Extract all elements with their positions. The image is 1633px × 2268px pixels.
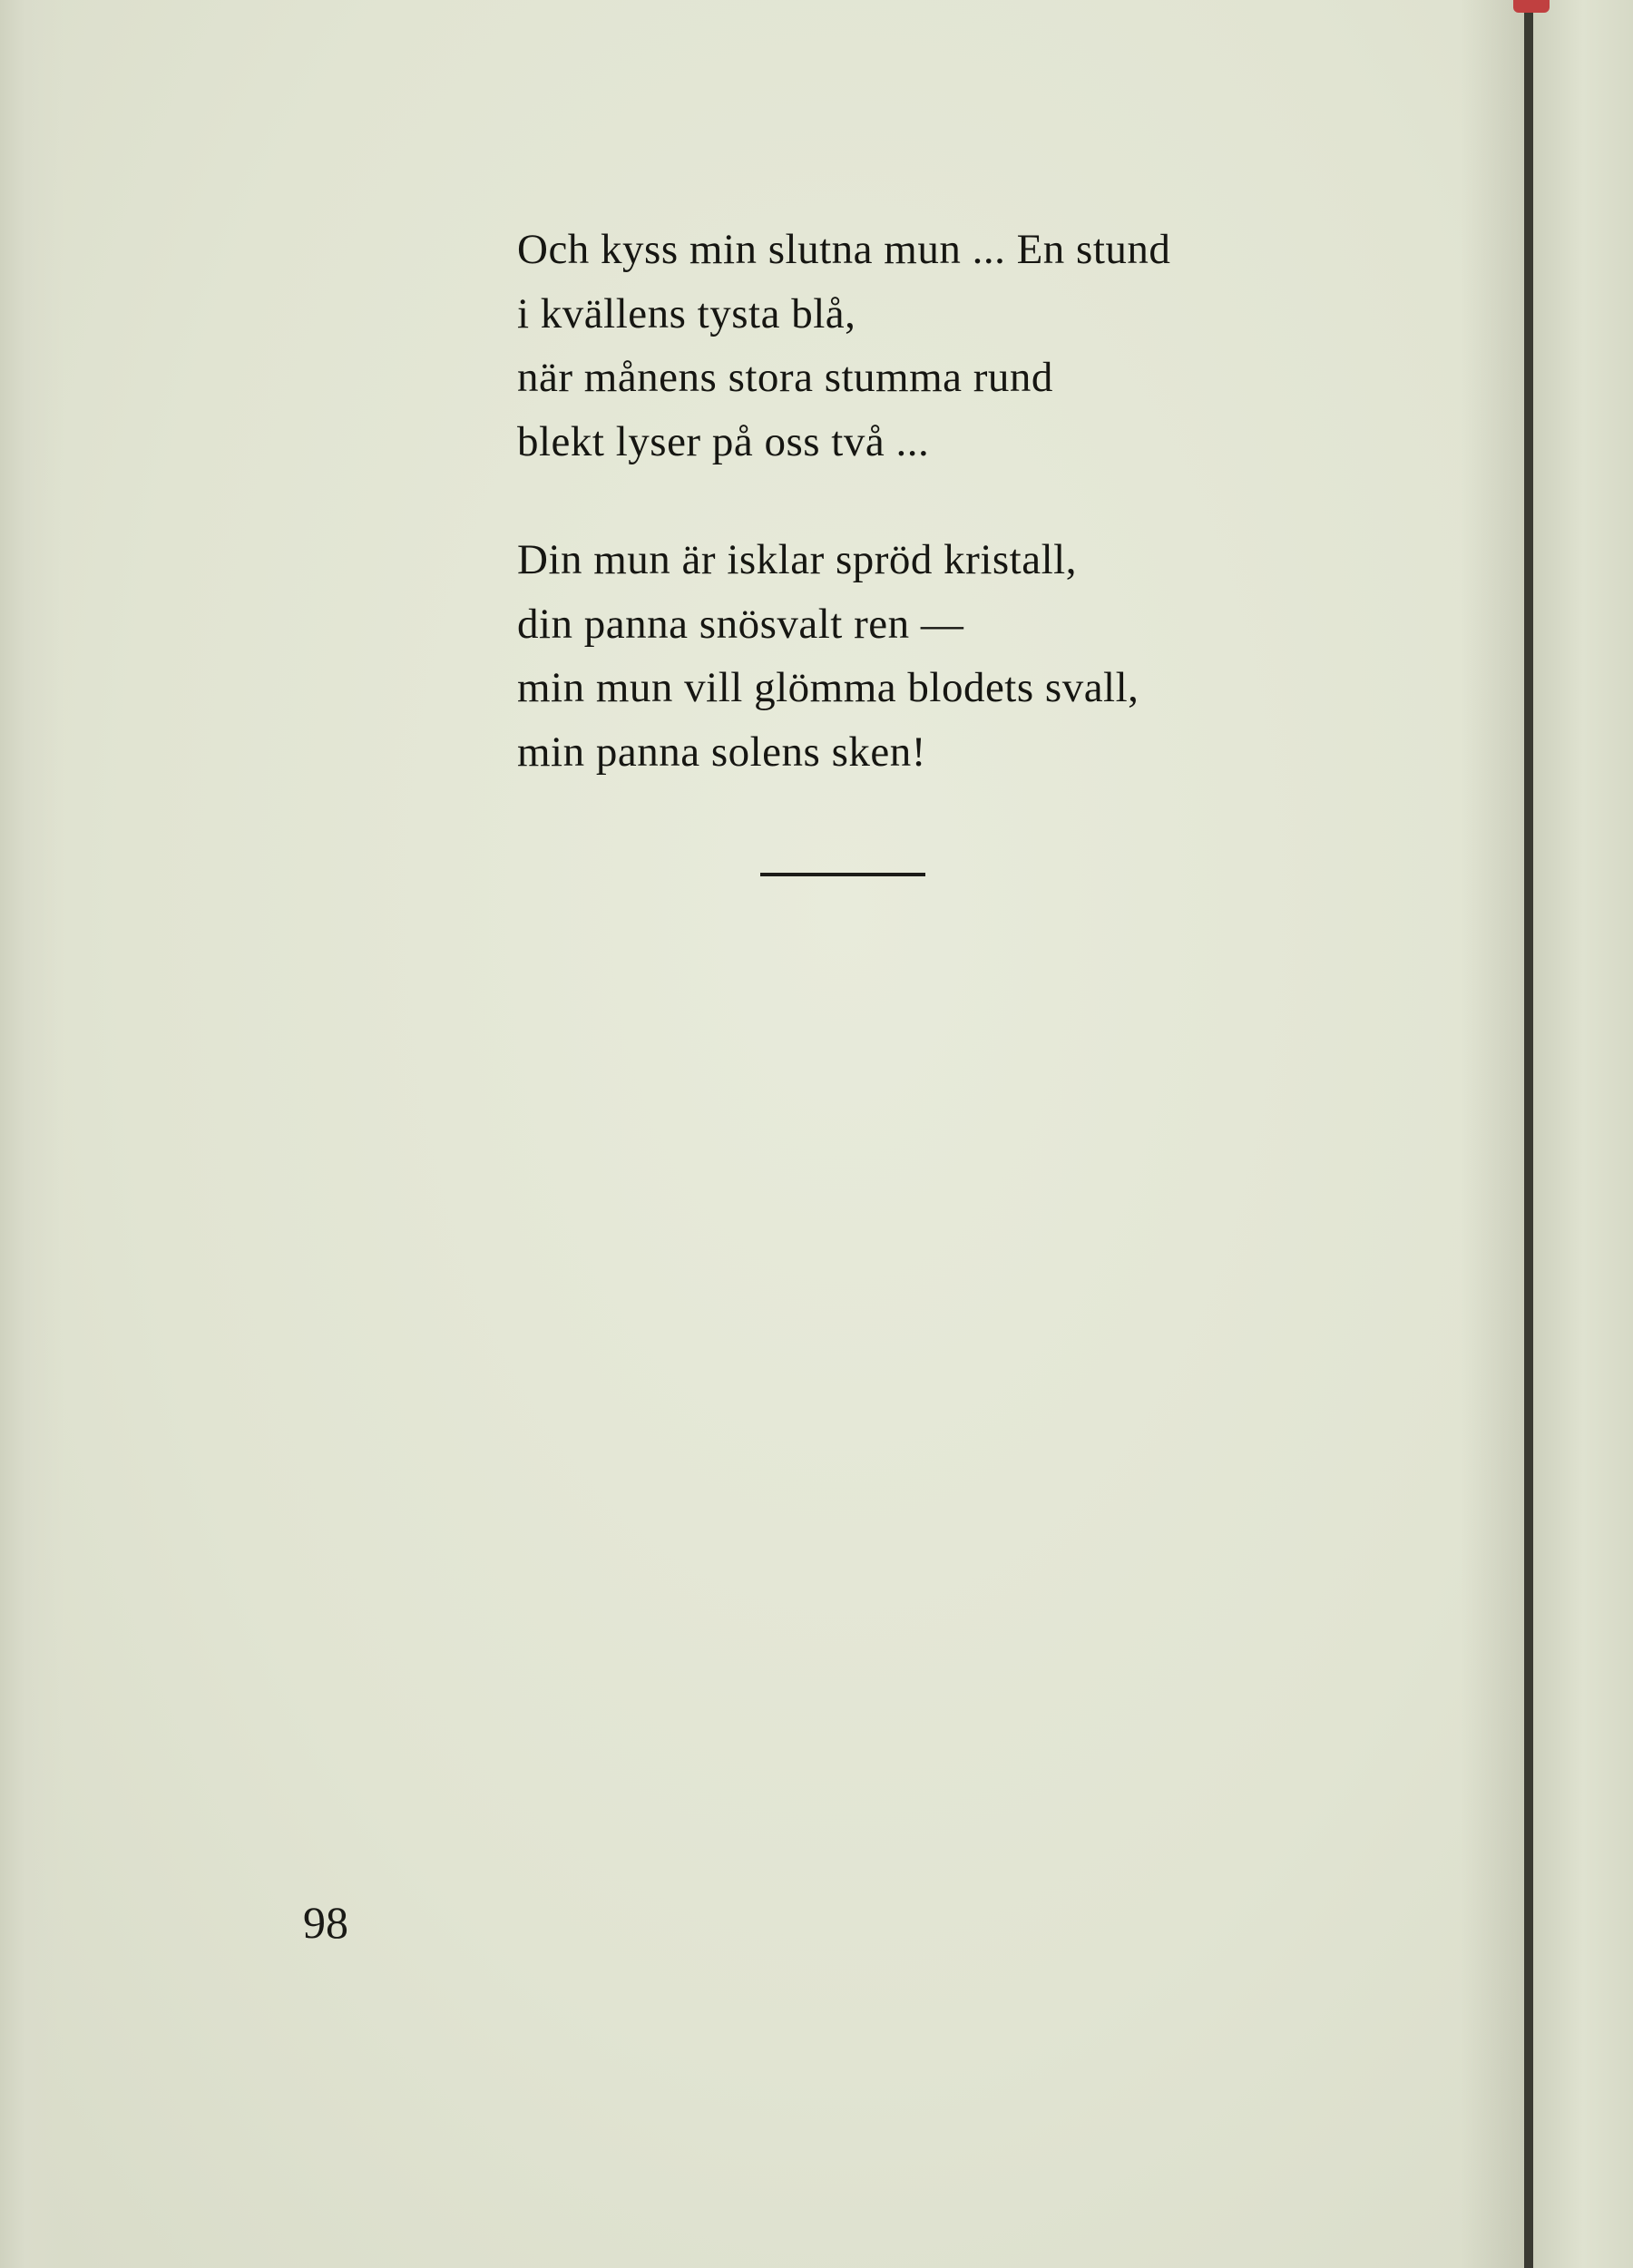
bookmark-tab: [1513, 0, 1550, 13]
page-number: 98: [303, 1897, 348, 1948]
section-divider: [760, 873, 925, 876]
facing-page-edge: [1533, 0, 1633, 2268]
poem-line: min panna solens sken!: [517, 728, 926, 776]
poem-line: Din mun är isklar spröd kristall,: [517, 536, 1077, 583]
page-edge: [0, 0, 64, 2268]
poem-line: din panna snösvalt ren —: [517, 600, 964, 648]
stanza-1: [517, 218, 1334, 474]
poem-line: när månens stora stumma rund: [517, 354, 1053, 401]
poem-line: blekt lyser på oss två ...: [517, 417, 930, 465]
poem-line: min mun vill glömma blodets svall,: [517, 664, 1139, 711]
poem: [517, 218, 1334, 838]
book-gutter: [1524, 0, 1533, 2268]
poem-line: i kvällens tysta blå,: [517, 289, 856, 337]
spine-shadow: [1461, 0, 1533, 2268]
stanza-2: [517, 528, 1334, 784]
poem-line: Och kyss min slutna mun ... En stund: [517, 226, 1171, 273]
